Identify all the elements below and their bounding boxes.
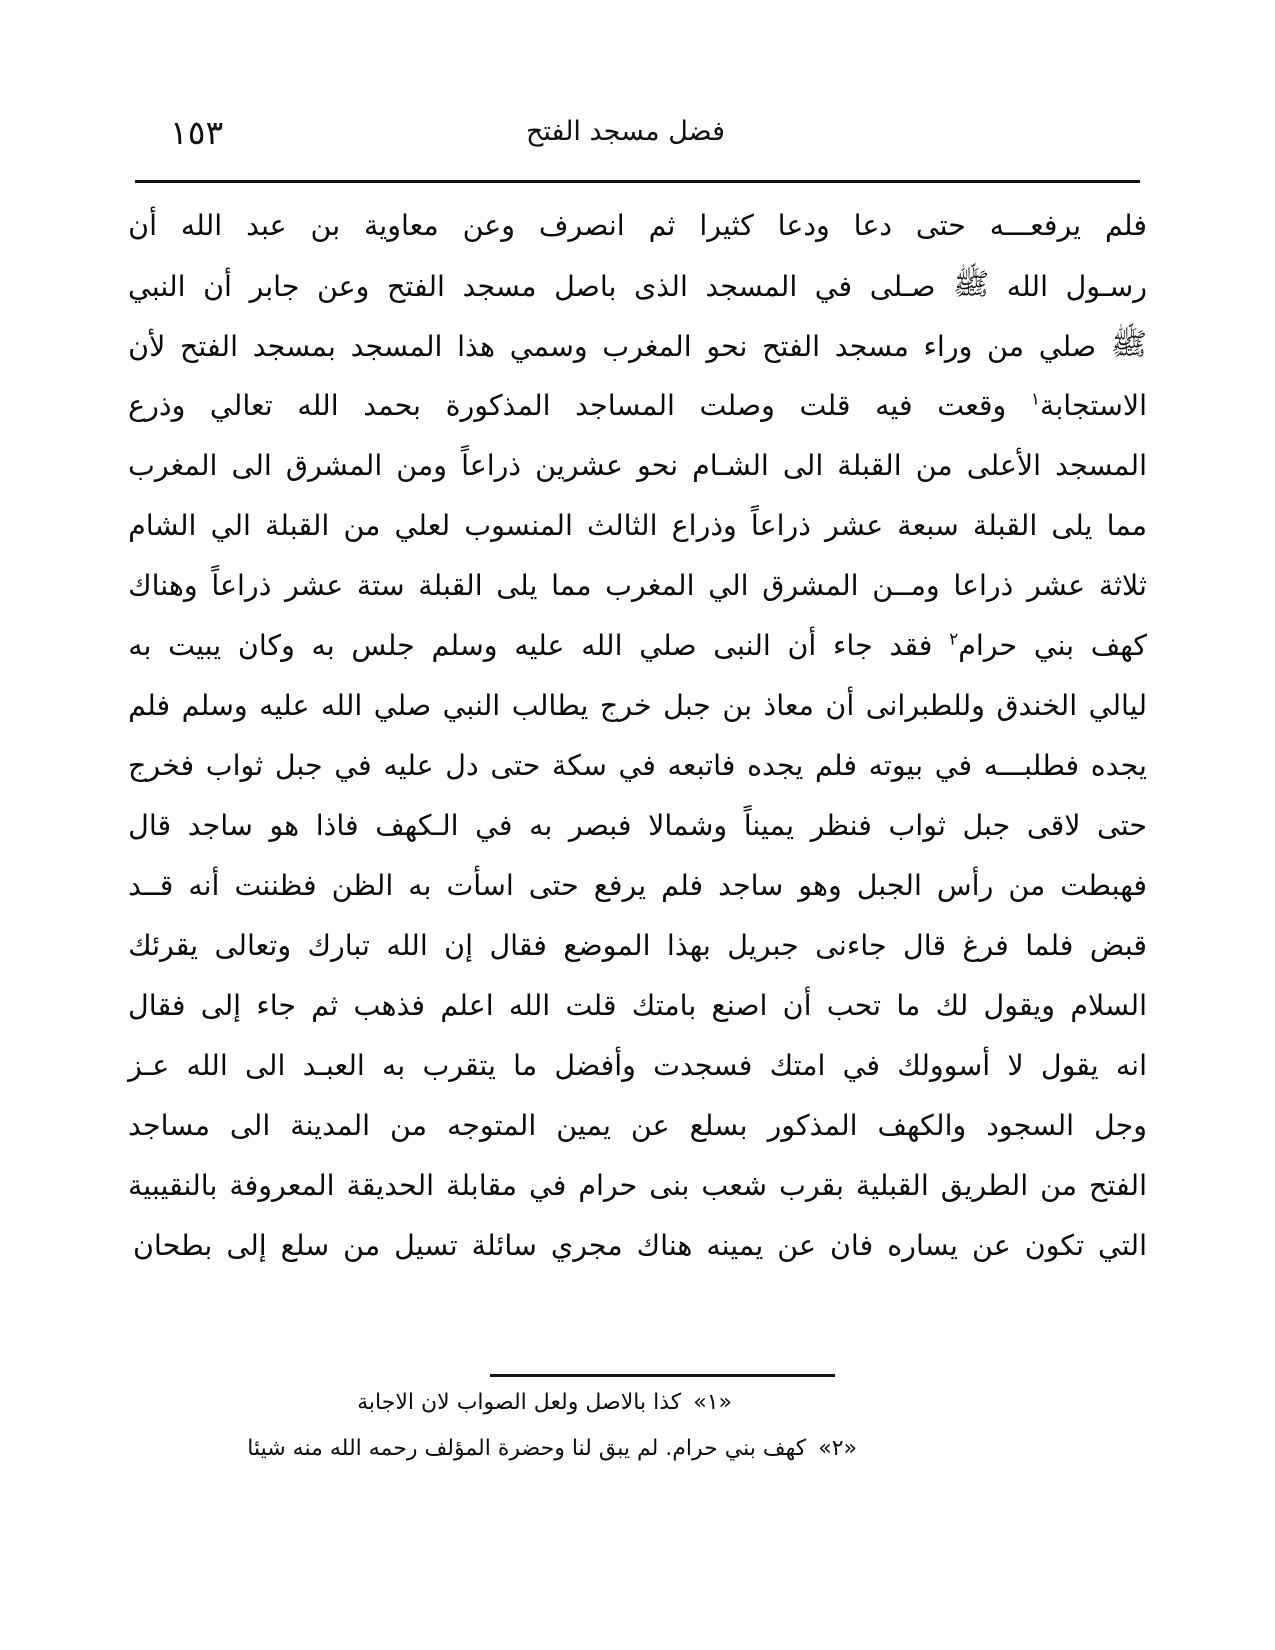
word: ثم [648, 209, 676, 242]
word: الفتح [180, 330, 239, 363]
word: العبـد [302, 1049, 365, 1082]
word: وعن [462, 209, 516, 242]
footnote-text: كذا بالاصل ولعل الصواب لان الاجابة [357, 1390, 682, 1415]
word: وسلم [431, 629, 498, 662]
word: نحو [637, 449, 679, 482]
word: إلى [200, 989, 242, 1022]
word: في [529, 1169, 567, 1202]
word: قبض [1089, 929, 1147, 962]
word: عبد [246, 209, 287, 242]
word: الظن [331, 869, 394, 902]
word: وللطبرانى [865, 689, 985, 722]
word: لاقى [1026, 809, 1081, 842]
word: بن [722, 689, 753, 722]
word: السجود [986, 1109, 1075, 1142]
word: يتقرب [422, 1049, 496, 1082]
word: عن [630, 1109, 670, 1142]
word: في [842, 1049, 880, 1082]
word: فقال [128, 989, 186, 1022]
text-line [128, 989, 1147, 1052]
word: فطلبـــه [983, 749, 1080, 782]
word: ذراعاً [211, 569, 272, 602]
word: القبلة [265, 509, 330, 542]
word: الله [386, 929, 428, 962]
word: وقعت [937, 389, 1007, 422]
word: به [311, 629, 335, 662]
word: يجده [1090, 749, 1147, 782]
word: الذى [634, 270, 688, 303]
text-line [128, 929, 1147, 992]
word: المسجد [705, 270, 798, 303]
word: فظننت [234, 869, 317, 902]
footnote-item [128, 1392, 1147, 1438]
word: الفتح [386, 270, 445, 303]
word: من [343, 1229, 381, 1262]
word: من [987, 330, 1025, 363]
word: المغرب [128, 449, 218, 482]
word: وجل [1094, 1109, 1147, 1142]
word: وتعالى [214, 929, 292, 962]
word: أسوولك [897, 1049, 991, 1082]
word: الي [708, 569, 749, 602]
word: عشر [825, 509, 884, 542]
word: الى [229, 1109, 271, 1142]
word: المذكورة [445, 389, 551, 422]
word: سلع [280, 1229, 330, 1262]
word: وراء [923, 330, 973, 363]
word: النبي [442, 689, 501, 722]
word: وهو [798, 869, 842, 902]
word: يلى [496, 569, 538, 602]
word: مقابلة [446, 1169, 518, 1202]
word: وذراع [671, 509, 737, 542]
word: القبلة [418, 569, 483, 602]
word: عليه [514, 629, 565, 662]
text-line [128, 449, 1147, 512]
word: وسمي [509, 330, 588, 363]
word: شعب [701, 1169, 768, 1202]
text-line [128, 267, 1147, 332]
word: فلم [814, 749, 857, 782]
word: به [529, 809, 553, 842]
word: في [334, 749, 372, 782]
word: الى [782, 449, 824, 482]
word: الاستجابة$^١$ [1030, 389, 1147, 422]
word: الى [231, 449, 272, 482]
word: جابر [249, 270, 300, 303]
word: من [1040, 1169, 1078, 1202]
word: قــد [128, 869, 174, 902]
word: ومن [396, 449, 448, 482]
word: مساجد [128, 1109, 210, 1142]
word: أن [128, 209, 158, 242]
word: ذراعا [953, 569, 1014, 602]
body-text-block [128, 209, 1147, 1292]
word: به [382, 1049, 406, 1082]
word: ثلاثة [1098, 569, 1147, 602]
word: باصل [554, 270, 617, 303]
word: معاوية [364, 209, 439, 242]
word: دل [445, 749, 479, 782]
word: نحو [706, 330, 748, 363]
word: حرام$^٢$ [949, 629, 1018, 662]
word: المسجد [1055, 449, 1147, 482]
word: اصنع [711, 989, 768, 1022]
text-line [128, 869, 1147, 932]
word: وشمالا [648, 809, 728, 842]
word: تكون [1024, 1229, 1085, 1262]
word: يمينه [706, 1229, 764, 1262]
word: التي [1098, 1229, 1147, 1262]
word: ويقول [983, 989, 1056, 1022]
word: عن [972, 1229, 1011, 1262]
word: في [814, 270, 853, 303]
word: رسـول [1065, 270, 1147, 303]
word: ساجد [187, 809, 253, 842]
word: وعن [316, 270, 370, 303]
word: عليه [259, 689, 310, 722]
word: المغرب [602, 330, 692, 363]
word: فيه [875, 389, 913, 422]
word: الطريق [940, 1169, 1029, 1202]
word: انصرف [538, 209, 625, 242]
word: مما [1106, 509, 1147, 542]
word: المشرق [285, 449, 383, 482]
word: بالنقيبية [128, 1169, 218, 1202]
word: الشـام [692, 449, 769, 482]
word: أن [787, 629, 817, 662]
word: ثم [311, 989, 339, 1022]
word: قال [902, 929, 946, 962]
word: جلس [351, 629, 415, 662]
word: الخندق [996, 689, 1078, 722]
word: بطحان [132, 1229, 213, 1262]
word: الشام [128, 509, 197, 542]
word: فلم [1104, 209, 1147, 242]
word: تحب [826, 989, 882, 1022]
word: فقد [889, 629, 933, 662]
word: بمسجد [252, 330, 336, 363]
word: قال [128, 809, 172, 842]
word: يقول [1040, 1049, 1099, 1082]
word: لا [1007, 1049, 1024, 1082]
footnote-separator-rule [490, 1374, 835, 1377]
word: مسجد [462, 270, 537, 303]
word: فلم [128, 689, 171, 722]
word: الأعلى [966, 449, 1042, 482]
word: دعا [853, 209, 893, 242]
word: انه [1115, 1049, 1147, 1082]
page-number: ١٥٣ [170, 113, 224, 152]
word: وصلت [699, 389, 775, 422]
word: الله [186, 1049, 228, 1082]
text-line [128, 1109, 1147, 1172]
word: تبارك [307, 929, 370, 962]
text-line [128, 1049, 1147, 1112]
word: بن [310, 209, 341, 242]
word: الفتح [1088, 1169, 1147, 1202]
word: ثواب [888, 809, 946, 842]
word: فاتبعه [667, 749, 736, 782]
word: مما [551, 569, 592, 602]
word: المعروفة [229, 1169, 335, 1202]
word: الله [297, 389, 339, 422]
word: صـلى [869, 270, 936, 303]
footnote-reference: ٢ [949, 629, 959, 650]
word: مسجد [834, 330, 909, 363]
word: المتوجه [446, 1109, 537, 1142]
word: من [915, 449, 953, 482]
word: في [934, 749, 973, 782]
word: الله [1006, 270, 1049, 303]
word: يبيت [168, 629, 222, 662]
word: ذراعاً [461, 449, 522, 482]
word: به [128, 629, 152, 662]
word: فلما [1025, 929, 1074, 962]
word: بني [1033, 629, 1075, 662]
word: النبى [713, 629, 771, 662]
word: أنه [188, 869, 220, 902]
word: بقرب [778, 1169, 844, 1202]
word: عن [777, 1229, 816, 1262]
word: وكان [237, 629, 295, 662]
text-line [128, 1169, 1147, 1232]
word: من [343, 509, 381, 542]
word: الجبل [856, 869, 922, 902]
word: أن [782, 989, 812, 1022]
word: من [1008, 869, 1046, 902]
word: أن [203, 270, 232, 303]
word: أن [825, 689, 855, 722]
word: القبلية [855, 1169, 929, 1202]
word: الفتح [762, 330, 821, 363]
prophetic-seal-glyph: ﷺ [952, 267, 990, 302]
word: سائلة [471, 1229, 537, 1262]
word: فهبطت [1060, 869, 1147, 902]
footnotes-block [128, 1392, 1147, 1484]
word: يميناً [743, 809, 795, 842]
word: في [618, 749, 656, 782]
word: فرغ [962, 929, 1009, 962]
word: القبلة [837, 449, 902, 482]
word: جبل [663, 689, 711, 722]
text-line [128, 809, 1147, 872]
page-header-inner [135, 112, 1140, 184]
word: فسجدت [653, 1049, 753, 1082]
word: الله [180, 209, 223, 242]
text-line [128, 689, 1147, 752]
word: اسأت [446, 869, 514, 902]
word: ما [513, 1049, 538, 1082]
word: حتى [490, 749, 541, 782]
word: يرفع [593, 869, 647, 902]
word: والكهف [877, 1109, 967, 1142]
word: جاءنى [815, 929, 887, 962]
word: امتك [769, 1049, 826, 1082]
word: الـكهف [375, 809, 459, 842]
word: ساجد [718, 869, 784, 902]
word: فاذا [315, 809, 359, 842]
text-line [128, 509, 1147, 572]
word: تعالي [209, 389, 273, 422]
word: ستة [356, 569, 405, 602]
text-line [128, 749, 1147, 812]
text-line [128, 569, 1147, 632]
word: جاء [833, 629, 873, 662]
word: بسلع [689, 1109, 748, 1142]
word: المشرق [762, 569, 859, 602]
word: حرام [578, 1169, 638, 1202]
running-header-title: فضل مسجد الفتح [525, 116, 725, 147]
word: بيوته [868, 749, 924, 782]
page-header [135, 112, 1140, 184]
word: المغرب [605, 569, 695, 602]
word: صلي [639, 629, 697, 662]
word: ما [896, 989, 921, 1022]
word: إن [444, 929, 474, 962]
word: حتى [915, 209, 966, 242]
word: فقال [489, 929, 547, 962]
word: النبي [128, 270, 186, 303]
word: مجري [550, 1229, 623, 1262]
word: يساره [887, 1229, 958, 1262]
word: المذكور [767, 1109, 858, 1142]
word: جاء [256, 989, 297, 1022]
word: القبلة [972, 509, 1038, 542]
word: عليه [383, 749, 434, 782]
word: الثالث [586, 509, 658, 542]
word: الموضع [563, 929, 651, 962]
word: هذا [457, 330, 496, 363]
prophetic-seal-glyph: ﷺ [1110, 327, 1147, 362]
word: كهف [1090, 629, 1147, 662]
word: بنى [649, 1169, 690, 1202]
word: وهناك [128, 569, 198, 602]
word: صلي [1038, 330, 1097, 363]
word: رأس [936, 869, 994, 902]
word: وذرع [128, 389, 186, 422]
word: الى [245, 1049, 286, 1082]
word: فنظر [810, 809, 872, 842]
word: فلم [661, 869, 704, 902]
word: يقرئك [128, 929, 199, 962]
word: هناك [636, 1229, 693, 1262]
word: لك [935, 989, 969, 1022]
word: ومــن [872, 569, 940, 602]
word: سكة [551, 749, 607, 782]
word: الله [581, 629, 623, 662]
word: صلي [373, 689, 432, 722]
word: يطالب [511, 689, 589, 722]
word: خرج [599, 689, 652, 722]
word: عـز [128, 1049, 170, 1082]
word: سبعة [897, 509, 959, 542]
word: تسيل [394, 1229, 458, 1262]
word: جبل [274, 749, 323, 782]
text-line [128, 209, 1147, 272]
word: فذهب [353, 989, 426, 1022]
footnote-reference: ١ [1030, 389, 1041, 410]
word: المسجد [350, 330, 443, 363]
word: به [408, 869, 432, 902]
word: بهذا [666, 929, 711, 962]
word: الحديقة [346, 1169, 435, 1202]
word: يمين [556, 1109, 611, 1142]
word: يلى [1051, 509, 1093, 542]
word: يجده [747, 749, 804, 782]
word: فخرج [128, 749, 195, 782]
word: السلام [1070, 989, 1147, 1022]
word: جبل [962, 809, 1011, 842]
word: إلى [226, 1229, 267, 1262]
word: ذراعاً [750, 509, 811, 542]
word: فبصر [568, 809, 632, 842]
word: معاذ [763, 689, 814, 722]
word: قلت [799, 389, 851, 422]
word: الله [508, 989, 551, 1022]
word: في [475, 809, 513, 842]
word: عشرين [535, 449, 623, 482]
word: حتى [1097, 809, 1147, 842]
word: بامتك [631, 989, 697, 1022]
word: المساجد [575, 389, 675, 422]
word: بحمد [363, 389, 421, 422]
word: لأن [128, 330, 166, 363]
text-line [128, 629, 1147, 692]
word: لعلي [394, 509, 451, 542]
word: قلت [565, 989, 617, 1022]
text-line [128, 327, 1147, 392]
footnote-marker: «٢» [818, 1436, 857, 1461]
word: وسلم [181, 689, 248, 722]
word: ودعا [777, 209, 830, 242]
word: عشر [1027, 569, 1086, 602]
word: يرفعـــه [989, 209, 1082, 242]
footnote-text: كهف بني حرام. لم يبق لنا وحضرة المؤلف رحمه الله منه شيئا [247, 1436, 807, 1461]
text-line [128, 389, 1147, 452]
word: كثيرا [699, 209, 754, 242]
word: ثواب [205, 749, 264, 782]
footnote-marker: «١» [693, 1390, 732, 1415]
word: حتى [528, 869, 579, 902]
word: ليالي [1088, 689, 1147, 722]
header-horizontal-rule [135, 180, 1140, 183]
word: وأفضل [554, 1049, 636, 1082]
word: الله [320, 689, 363, 722]
word: المنسوب [464, 509, 573, 542]
word: هو [269, 809, 300, 842]
word: فان [830, 1229, 874, 1262]
word: عشر [285, 569, 344, 602]
text-line [128, 1229, 1147, 1292]
word: اعلم [440, 989, 494, 1022]
footnote-item [128, 1438, 1147, 1484]
word: من [390, 1109, 428, 1142]
word: جبريل [727, 929, 799, 962]
word: المدينة [290, 1109, 371, 1142]
word: الي [210, 509, 251, 542]
